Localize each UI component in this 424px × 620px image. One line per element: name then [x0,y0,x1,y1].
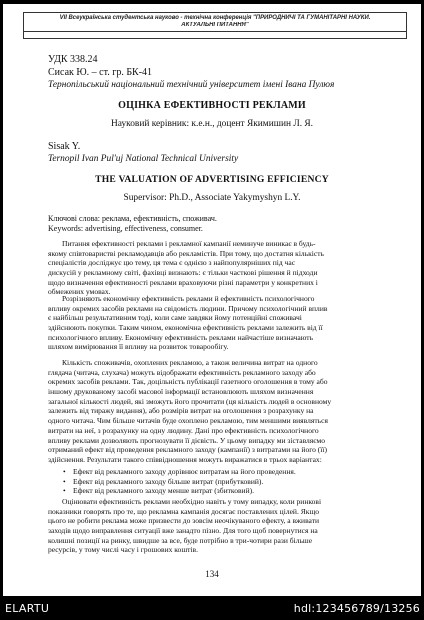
paragraph-line: залежить від тиражу видання), або розмірів витрат на оголошення з розрахунку на [48,406,314,416]
paragraph-line: Розрізняють економічну ефективність реклами й ефективність психологічного [62,294,315,303]
paragraph-line: психологічного впливу. Економічну ефективність реклами найчастіше визначають [48,332,314,342]
paragraph-line: здійснюють покупки. Таким чином, економічна ефективність реклами залежить від її [48,323,323,333]
bullet-item [63,477,296,487]
paragraph-line: Питання ефективності реклами і рекламної кампанії неминуче виникає в будь- [62,239,316,248]
document-page [3,4,421,596]
repository-label: ELARTU [5,602,50,615]
bullet-list [63,467,296,496]
udc-code: УДК 338.24 [48,54,98,65]
bullet-icon: • [63,486,66,496]
paragraph-line: здійснення. Результати такого співвідношення можуть виражатися в трьох варіантах: [48,454,322,464]
paragraph-line: показники говорять про те, що рекламна кампанія досягає поставлених цілей. Якщо [48,506,320,516]
conference-header-line-2: АКТУАЛЬНІ ПИТАННЯ" [181,22,249,28]
keywords-uk: Ключові слова: реклама, ефективність, споживач. [48,214,217,223]
paragraph-line: глядача (читача, слухача) можуть відображати ефективність рекламного заходу або [48,367,316,377]
supervisor-en: Supervisor: Ph.D., Associate Yakymyshyn L.Y. [123,193,301,203]
conference-header-line-1: VII Всеукраїнська студентська науково - технічна конференція "ПРИРОДНИЧІ ТА ГУМАНІТАРНІ НАУКИ. [59,15,371,21]
paragraph-line: заходів щодо виправлення ситуації вже занадто пізно. Для того щоб повернутися на [48,526,318,536]
paragraph-line: Кількість споживачів, охоплених рекламою, а також величина витрат на одного [62,358,318,367]
paragraph-line: цього не робити реклама може призвести до зовсім неочікуваного ефекту, а вживати [48,516,320,526]
paragraph-line: спеціалістів досліджує цю тему, ця тема є однією з найпопулярніших під час [48,258,296,268]
paragraph-line: витрати на неї, з розрахунку на одну людину. Дані про ефективність психологічного [48,425,319,435]
bullet-text: Ефект від рекламного заходу менше витрат (збитковий). [73,486,255,496]
paragraph-3 [48,358,378,465]
bullet-text: Ефект від рекламного заходу більше витрат (прибутковий). [73,476,264,486]
paragraph-line: є найбільш результативним тоді, коли саме завдяки йому потенційні споживачі [48,313,302,323]
page-number: 134 [205,569,219,579]
paragraph-4 [48,497,378,555]
paragraph-line: впливу окремих засобів реклами на свідомість людини. Причому психологічний вплив [48,303,328,313]
paragraph-line: іншому друкованому засобі масової інформації встановлюють шляхом визначення [48,387,314,397]
paragraph-2 [48,294,378,352]
keywords-en: Keywords: advertising, effectiveness, consumer. [48,224,203,233]
bullet-icon: • [63,467,66,476]
paragraph-line: шляхом вимірювання її впливу на розвиток товарообігу. [48,342,229,352]
paragraph-line: щодо визначення ефективності реклами враховуючи різні параметри у конкретних і [48,277,318,287]
bullet-icon: • [63,476,66,486]
author-en: Sisak Y. [48,141,81,152]
paragraph-1 [48,239,378,297]
paragraph-line: загальної кількості людей, які зможуть його прочитати (ця кількість людей в основному [48,396,332,406]
paragraph-line: окремих засобів реклами. Так, доцільність публікації газетного оголошення в тому або [48,377,328,387]
paragraph-line: якому співтоваристві рекламодавців або рекламістів. При тому, що достатня кількість [48,248,324,258]
bullet-text: Ефект від рекламного заходу дорівнює витратам на його проведення. [73,467,296,476]
paragraph-line: колишні позиції на ринку, швидше за все, буде потрібно в три-чотири рази більше [48,535,313,545]
affiliation-uk: Тернопільський національний технічний університет імені Івана Пулюя [48,80,335,90]
affiliation-en: Ternopil Ivan Pul'uj National Technical University [48,154,239,164]
handle-label: hdl:123456789/13256 [293,602,420,615]
author-uk: Сисак Ю. – ст. гр. БК-41 [48,67,153,78]
bullet-item [63,467,296,477]
paragraph-line: впливу реклами дозволяють прогнозувати її дієвість. У цьому випадку ми зіставляємо [48,435,326,445]
paragraph-line: Оцінювати ефективність реклами необхідно навіть у тому випадку, коли ринкові [62,497,322,506]
title-en: THE VALUATION OF ADVERTISING EFFICIENCY [95,174,329,185]
paragraph-line: ресурсів, у тому числі часу і грошових коштів. [48,545,198,555]
bullet-item [63,486,296,496]
paragraph-line: дискусій у рекламному світі, фахівці визнають: є тільки часткові рішення й підходи [48,268,318,278]
paragraph-line: одного читача. Чим більше читачів буде охоплено рекламою, тим меншими виявляться [48,416,328,426]
paragraph-line: обмежених умовах. [48,287,111,297]
supervisor-uk: Науковий керівник: к.е.н., доцент Якимишин Л. Я. [110,119,313,129]
title-uk: ОЦІНКА ЕФЕКТИВНОСТІ РЕКЛАМИ [118,100,306,111]
header-rule [24,31,406,32]
conference-header [23,12,407,39]
paragraph-line: отриманий ефект від проведення рекламного заходу (кампанії) з витратами на його (її) [48,445,328,455]
